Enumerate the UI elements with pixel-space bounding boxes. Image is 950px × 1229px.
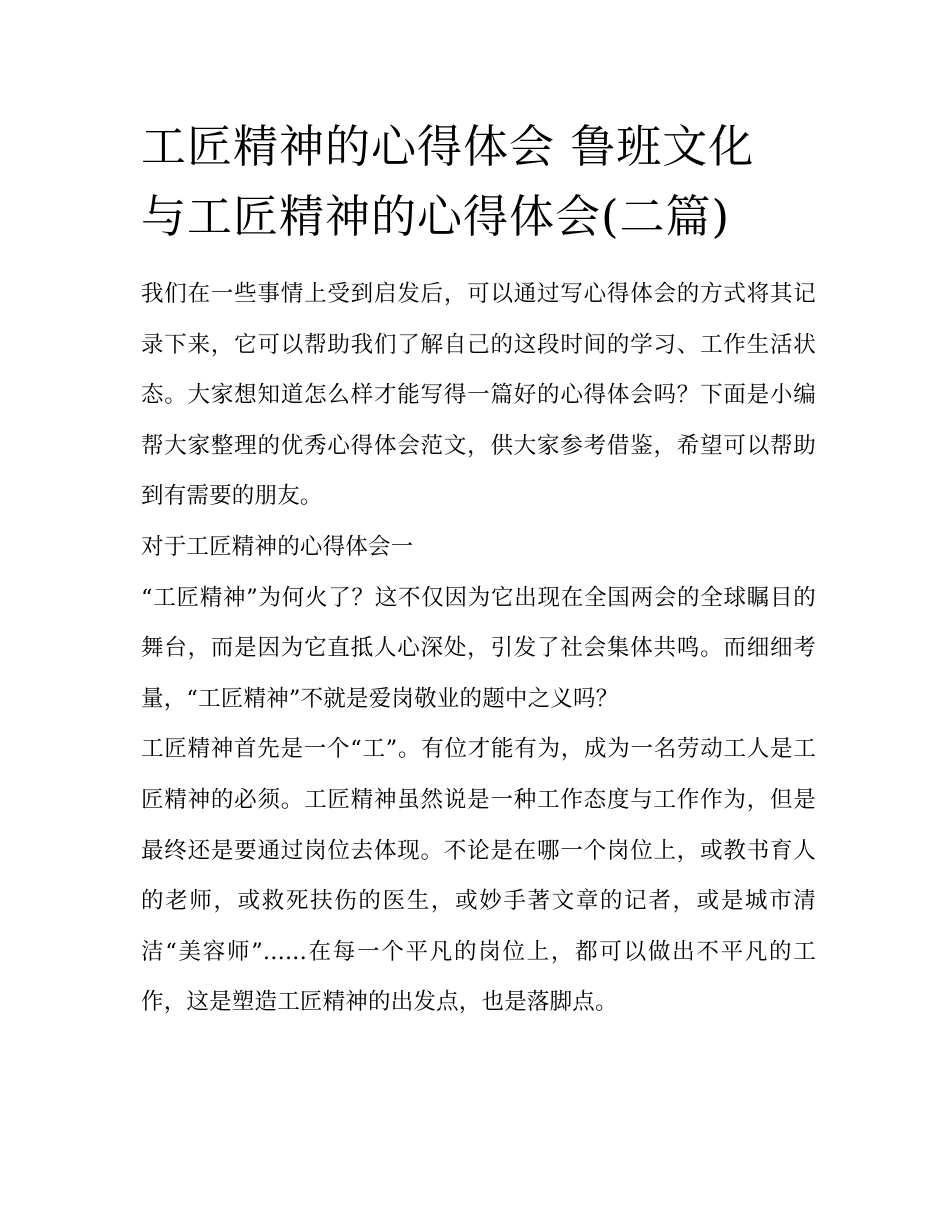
intro-paragraph: 我们在一些事情上受到启发后，可以通过写心得体会的方式将其记录下来，它可以帮助我们了解自己的这段时间的学习、工作生活状态。大家想知道怎么样才能写得一篇好的心得体会吗？下面是小编帮大家整理的优秀心得体会范文，供大家参考借鉴，希望可以帮助到有需要的朋友。 [141,281,816,510]
document-title [141,112,816,252]
body-paragraph: “工匠精神”为何火了？这不仅因为它出现在全国两会的全球瞩目的舞台，而是因为它直抵人心深处，引发了社会集体共鸣。而细细考量，“工匠精神”不就是爱岗敬业的题中之义吗？ [141,584,816,712]
title-line: 工匠精神的心得体会 鲁班文化 [141,120,755,173]
section-heading: 对于工匠精神的心得体会一 [141,533,414,560]
document-body [141,112,816,1028]
title-line: 与工匠精神的心得体会(二篇) [141,190,731,243]
body-paragraph: 工匠精神首先是一个“工”。有位才能有为，成为一名劳动工人是工匠精神的必须。工匠精神虽然说是一种工作态度与工作作为，但是最终还是要通过岗位去体现。不论是在哪一个岗位上，或教书育人的老师，或救死扶伤的医生，或妙手著文章的记者，或是城市清洁“美容师”......在每一个平凡的岗位上，都可以做出不平凡的工作，这是塑造工匠精神的出发点，也是落脚点。 [141,736,816,1016]
